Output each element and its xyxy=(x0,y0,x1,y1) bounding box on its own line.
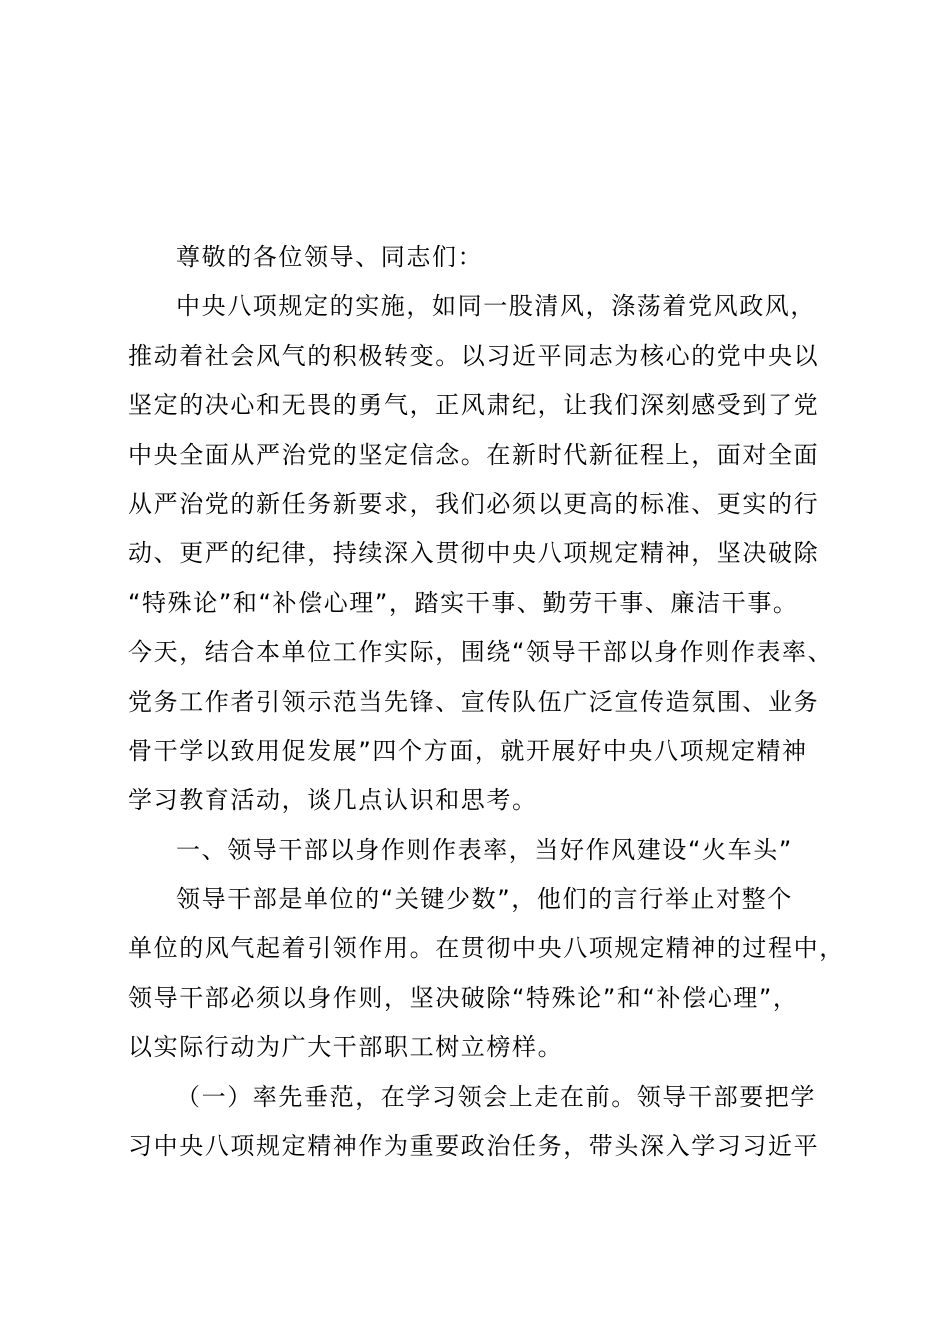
section-heading: 一、领导干部以身作则作表率，当好作风建设“火车头” xyxy=(176,835,793,864)
paragraph-line: 骨干学以致用促发展”四个方面，就开展好中央八项规定精神 xyxy=(128,736,808,765)
paragraph-line: 党务工作者引领示范当先锋、宣传队伍广泛宣传造氛围、业务 xyxy=(128,687,820,716)
paragraph-line: 领导干部必须以身作则，坚决破除“特殊论”和“补偿心理”， xyxy=(128,983,799,1012)
paragraph-line: 领导干部是单位的“关键少数”，他们的言行举止对整个 xyxy=(176,885,793,914)
paragraph-line: 单位的风气起着引领作用。在贯彻中央八项规定精神的过程中， xyxy=(128,934,845,963)
salutation: 尊敬的各位领导、同志们： xyxy=(176,243,484,271)
paragraph-line: 以实际行动为广大干部职工树立榜样。 xyxy=(128,1033,564,1062)
paragraph-line: “特殊论”和“补偿心理”，踏实干事、勤劳干事、廉洁干事。 xyxy=(128,588,799,617)
paragraph-line: 今天，结合本单位工作实际，围绕“领导干部以身作则作表率、 xyxy=(128,638,834,667)
paragraph-line: 中央全面从严治党的坚定信念。在新时代新征程上，面对全面 xyxy=(128,440,820,469)
paragraph-line: 习中央八项规定精神作为重要政治任务，带头深入学习习近平 xyxy=(128,1132,820,1161)
paragraph-line: 从严治党的新任务新要求，我们必须以更高的标准、更实的行 xyxy=(128,489,820,518)
paragraph-line: 推动着社会风气的积极转变。以习近平同志为核心的党中央以 xyxy=(128,341,820,370)
subsection-line: （一）率先垂范，在学习领会上走在前。领导干部要把学 xyxy=(176,1082,816,1111)
paragraph-line: 学习教育活动，谈几点认识和思考。 xyxy=(128,786,538,815)
document-body xyxy=(128,233,845,1171)
paragraph-line: 中央八项规定的实施，如同一股清风，涤荡着党风政风， xyxy=(176,292,816,321)
paragraph-line: 坚定的决心和无畏的勇气，正风肃纪，让我们深刻感受到了党 xyxy=(128,391,820,420)
paragraph-line: 动、更严的纪律，持续深入贯彻中央八项规定精神，坚决破除 xyxy=(128,539,820,568)
